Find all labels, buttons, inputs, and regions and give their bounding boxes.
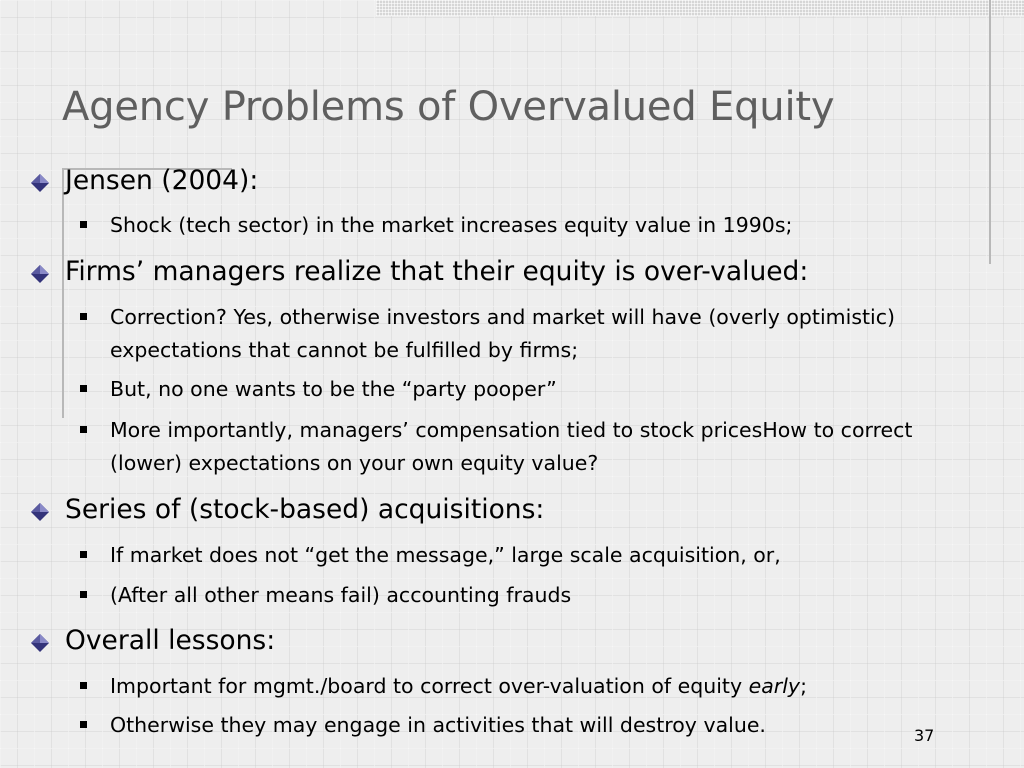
sub-bullet — [80, 301, 980, 367]
emphasis-text: early — [748, 674, 801, 698]
diamond-icon — [30, 173, 50, 193]
bullet-text: Overall lessons: — [65, 625, 276, 656]
bullet-lessons — [30, 624, 990, 658]
bullet-managers — [30, 255, 990, 289]
sub-bullet-text: If market does not “get the message,” large scale acquisition, or, — [110, 543, 781, 567]
bullet-jensen — [30, 164, 990, 198]
bullet-acquisitions — [30, 493, 990, 527]
square-bullet-icon — [80, 426, 87, 433]
sub-bullet-text: Important for mgmt./board to correct over-valuation of equity — [110, 674, 749, 698]
sub-bullet — [80, 539, 980, 572]
square-bullet-icon — [80, 221, 87, 228]
diamond-icon — [30, 502, 50, 522]
sub-bullet-text: Otherwise they may engage in activities that will destroy value. — [110, 713, 766, 737]
emphasis-tail: ; — [800, 674, 807, 698]
bullet-text: Series of (stock-based) acquisitions: — [65, 494, 545, 525]
sub-bullet — [80, 579, 980, 612]
sub-bullet — [80, 373, 980, 406]
square-bullet-icon — [80, 551, 87, 558]
sub-bullet-text: (After all other means fail) accounting frauds — [110, 583, 572, 607]
sub-bullet-text: But, no one wants to be the “party pooper” — [110, 377, 557, 401]
square-bullet-icon — [80, 313, 87, 320]
bullet-text: Firms’ managers realize that their equity is over-valued: — [65, 256, 809, 287]
square-bullet-icon — [80, 721, 87, 728]
sub-bullet-text-wrap — [110, 670, 807, 703]
sub-bullet — [80, 670, 980, 703]
square-bullet-icon — [80, 682, 87, 689]
sub-bullet-text: Correction? Yes, otherwise investors and market will have (overly optimistic) expectations that cannot be fulfilled by firms; — [110, 305, 896, 362]
bullet-text: Jensen (2004): — [65, 165, 259, 196]
sub-bullet — [80, 209, 980, 242]
diamond-icon — [30, 264, 50, 284]
sub-bullet — [80, 414, 980, 480]
page-number: 37 — [914, 726, 935, 745]
square-bullet-icon — [80, 591, 87, 598]
sub-bullet-text: Shock (tech sector) in the market increases equity value in 1990s; — [110, 213, 793, 237]
sub-bullet — [80, 709, 980, 742]
sub-bullet-text: More importantly, managers’ compensation tied to stock pricesHow to correct (lower) expectations on your own equity value? — [110, 418, 913, 475]
diamond-icon — [30, 633, 50, 653]
slide-title: Agency Problems of Overvalued Equity — [62, 84, 835, 130]
square-bullet-icon — [80, 385, 87, 392]
